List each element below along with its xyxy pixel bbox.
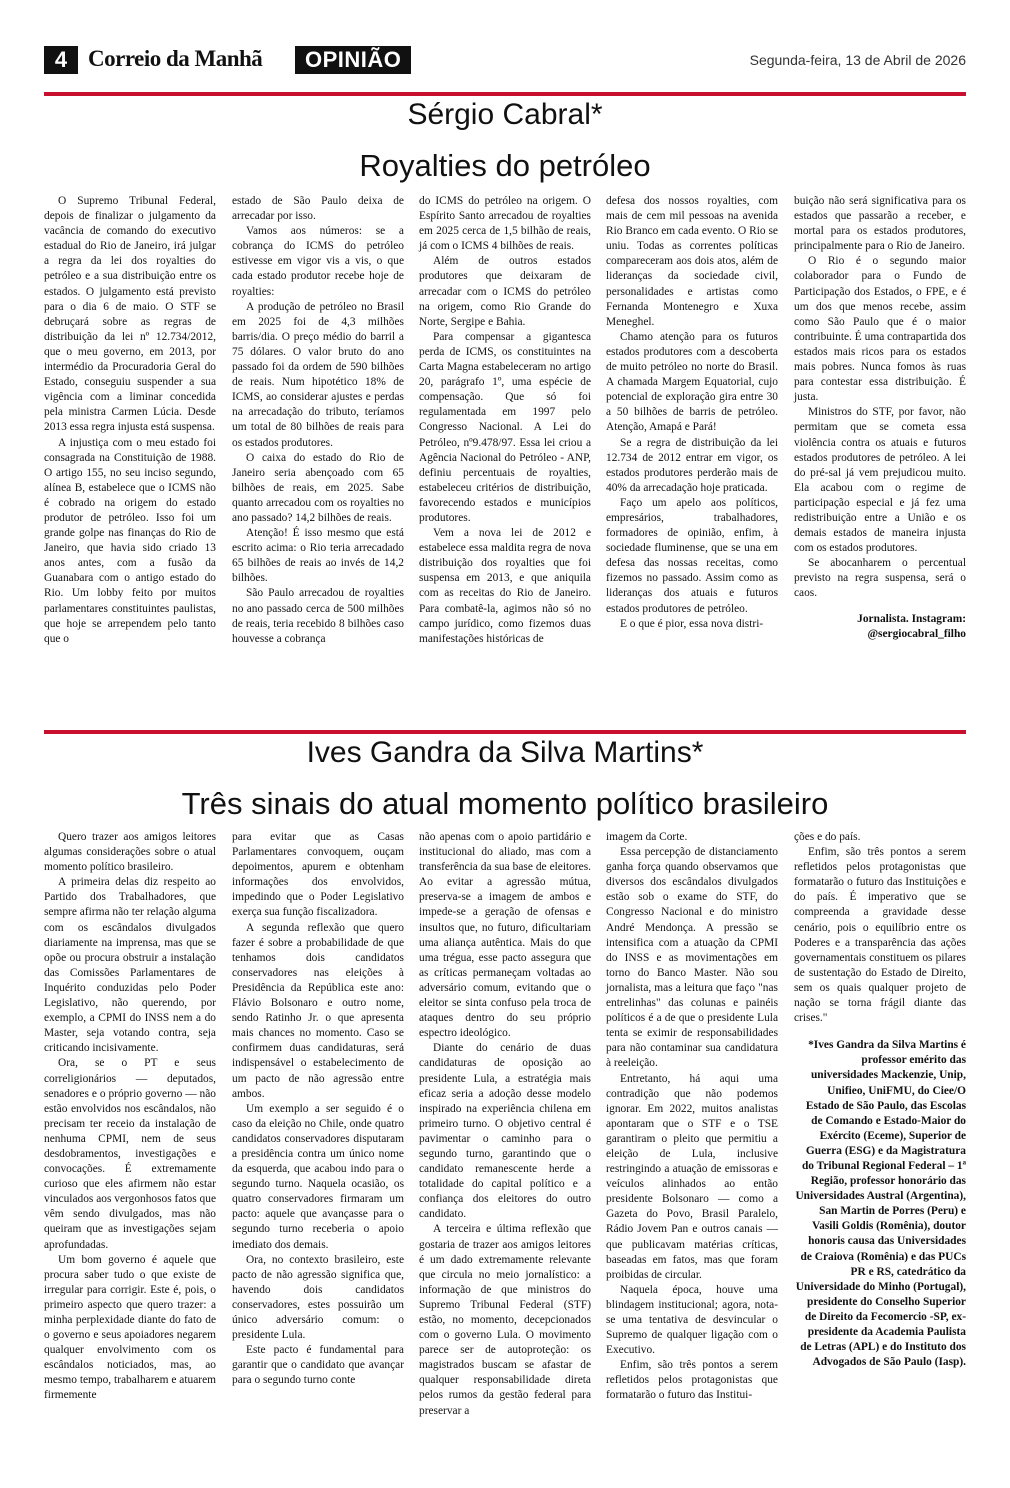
paragraph: estado de São Paulo deixa de arrecadar por isso. (232, 195, 404, 223)
paragraph: imagem da Corte. (606, 831, 688, 843)
paragraph: Enfim, são três pontos a serem refletidos pelos protagonistas que formatarão o futuro das Instituições e do país. É imperativo que se compreenda a gravidade desse cenário, pois o equilíbrio entre os Poderes e a transparência das ações governamentais constituem os pilares de sustentação do Estado de Direito, sem os quais qualquer projeto de nação se torna frágil diante das crises." (794, 846, 966, 1025)
paragraph: A injustiça com o meu estado foi consagrada na Constituição de 1988. O artigo 155, no seu inciso segundo, alínea B, estabelece que o ICMS não é cobrado na origem do estado produtor de petróleo. Isso foi um grande golpe nas finanças do Rio de Janeiro, que havia sido criado 13 anos antes, com a fusão da Guanabara com o antigo estado do Rio. Um lobby feito por muitos parlamentares constituintes paulistas, que hoje se arrependem pelo tanto que o (44, 436, 216, 645)
paragraph: Enfim, são três pontos a serem refletidos pelos protagonistas que formatarão o futuro das Institui- (606, 1359, 778, 1402)
paragraph: Para compensar a gigantesca perda de ICMS, os constituintes na Carta Magna estabeleceram no artigo 20, parágrafo 1º, uma espécie de compensação. Que só foi regulamentada em 1997 pelo Congresso Nacional. A Lei do Petróleo, nº9.478/97. Essa lei criou a Agência Nacional do Petróleo - ANP, definiu percentuais de royalties, estabeleceu critérios de distribuição, favorecendo estados e municípios produtores. (419, 330, 591, 524)
paragraph: Se a regra de distribuição da lei 12.734 de 2012 entrar em vigor, os estados produtores perderão mais de 40% da arrecadação hoje praticada. (606, 436, 778, 494)
instagram-handle: @sergiocabral_filho (867, 627, 966, 640)
newspaper-masthead: Correio da Manhã (88, 46, 263, 71)
paragraph: não apenas com o apoio partidário e institucional do aliado, mas com a transferência da sua base de eleitores. Ao evitar a agressão mútua, preserva-se a imagem de ambos e impede-se a geração de ofensas e insultos que, no futuro, dificultariam uma aliança autêntica. Mais do que uma trégua, esse pacto assegura que as críticas permaneçam voltadas ao adversário comum, evitando que o eleitor se sinta confuso pela troca de ataques dentro do seu próprio espectro ideológico. (419, 831, 591, 1040)
paragraph: Vamos aos números: se a cobrança do ICMS do petróleo estivesse em vigor vis a vis, o que cada estado produtor recebe hoje de royalties: (232, 225, 404, 298)
paragraph: Ministros do STF, por favor, não permitam que se cometa essa violência contra os atuais e futuros estados produtores de petróleo. A lei do pré-sal já vem prejudicou muito. Ela acabou com o regime de participação especial e já fez uma redistribuição entre a União e os demais estados de maneira injusta com os estados produtores. (794, 406, 966, 555)
article1-top-rule (44, 92, 966, 96)
article2-title: Três sinais do atual momento político brasileiro (181, 786, 829, 821)
paragraph: Este pacto é fundamental para garantir que o candidato que avançar para o segundo turno conte (232, 1344, 404, 1387)
article2-column-3 (419, 830, 591, 1419)
paragraph: Quero trazer aos amigos leitores algumas considerações sobre o atual momento político brasileiro. (44, 831, 216, 874)
paragraph: Chamo atenção para os futuros estados produtores com a descoberta de muito petróleo no norte do Brasil. A chamada Margem Equatorial, cujo potencial de exploração gira entre 30 a 50 bilhões de barris de petróleo. Atenção, Amapá e Pará! (606, 330, 778, 434)
signature-line: Jornalista. Instagram: (857, 612, 966, 625)
page-number: 4 (44, 46, 78, 74)
page-header (44, 44, 966, 74)
author-bio: *Ives Gandra da Silva Martins é professor emérito das universidades Mackenzie, Unip, Unifieo, UniFMU, do Ciee/O Estado de São Paulo, das Escolas de Comando e Estado-Maior do Exército (Eceme), Superior de Guerra (ESG) e da Magistratura do Tribunal Regional Federal – 1ª Região, professor honorário das Universidades Austral (Argentina), San Martin de Porres (Peru) e Vasili Goldis (Romênia), doutor honoris causa das Universidades de Craiova (Romênia) e das PUCs PR e RS, catedrático da Universidade do Minho (Portugal), presidente do Conselho Superior de Direito da Fecomercio -SP, ex-presidente da Academia Paulista de Letras (APL) e do Instituto dos Advogados de São Paulo (Iasp). (795, 1039, 966, 1369)
article2-top-rule (44, 730, 966, 734)
paragraph: A primeira delas diz respeito ao Partido dos Trabalhadores, que sempre afirma não ter relação alguma com os escândalos divulgados diariamente na imprensa, mas que se opõe ou procura obstruir a instalação das Comissões Parlamentares de Inquérito conduzidas pelo Poder Legislativo, não querendo, por exemplo, a CPMI do INSS nem a do Master, seja votando contra, seja criticando incisivamente. (44, 876, 216, 1055)
article1-column-2 (232, 194, 404, 647)
article2-column-5 (794, 830, 966, 1370)
paragraph: A segunda reflexão que quero fazer é sobre a probabilidade de que tenhamos dois candidatos conservadores nas eleições à Presidência da República este ano: Flávio Bolsonaro e outro nome, sendo Ratinho Jr. o que apresenta mais chances no momento. Caso se confirmem duas candidaturas, será indispensável o estabelecimento de um pacto de não agressão entre ambos. (232, 921, 404, 1100)
paragraph: Além de outros estados produtores que deixaram de arrecadar com o ICMS do petróleo na origem, como Rio Grande do Norte, Sergipe e Bahia. (419, 255, 591, 328)
issue-date: Segunda-feira, 13 de Abril de 2026 (749, 52, 966, 68)
paragraph: O Rio é o segundo maior colaborador para o Fundo de Participação dos Estados, o FPE, e é um dos que menos recebe, assim como São Paulo que é o maior contribuinte. É uma contrapartida dos estados mais ricos para os estados mais pobres. Nunca fomos às ruas para contestar essa distribuição. É justa. (794, 255, 966, 404)
paragraph: O caixa do estado do Rio de Janeiro seria abençoado com 65 bilhões de reais, em 2025. Sabe quanto arrecadou com os royalties no ano passado? 14,2 bilhões de reais. (232, 451, 404, 524)
article1-column-1 (44, 194, 216, 647)
article2-column-4 (606, 830, 778, 1404)
paragraph: defesa dos nossos royalties, com mais de cem mil pessoas na avenida Rio Branco em cada evento. O Rio se uniu. Todas as correntes políticas compareceram aos dois atos, além de lideranças da sociedade civil, personalidades e artistas como Fernanda Montenegro e Xuxa Meneghel. (606, 195, 778, 328)
article1-column-5 (794, 194, 966, 642)
paragraph: A produção de petróleo no Brasil em 2025 foi de 4,3 milhões barris/dia. O preço médio do barril a 75 dólares. O valor bruto do ano passado foi da ordem de 590 bilhões de reais. Num hipotético 18% de ICMS, ao considerar ajustes e perdas na arrecadação do tributo, teríamos um total de 80 bilhões de reais para os estados produtores. (232, 300, 404, 449)
paragraph: Se abocanharem o percentual previsto na regra suspensa, será o caos. (794, 557, 966, 600)
paragraph: Ora, se o PT e seus correligionários — deputados, senadores e o próprio governo — não estão envolvidos nos escândalos, não precisam ter receio da instalação de nenhuma CPMI, nem de seus desdobramentos, investigações e convocações. É extremamente curioso que eles afirmem não estar vinculados aos vergonhosos fatos que vêm sendo divulgados, mas não queiram que as investigações sejam aprofundadas. (44, 1057, 216, 1251)
article1-title: Royalties do petróleo (359, 148, 651, 183)
section-label: OPINIÃO (295, 46, 411, 74)
paragraph: Um exemplo a ser seguido é o caso da eleição no Chile, onde quatro candidatos conservadores disputaram a presidência contra um único nome da esquerda, que acabou indo para o segundo turno. Naquela ocasião, os quatro conservadores firmaram um pacto: aquele que avançasse para o segundo turno receberia o apoio imediato dos demais. (232, 1102, 404, 1251)
paragraph: A terceira e última reflexão que gostaria de trazer aos amigos leitores é um dado extremamente relevante que circula no meio jornalístico: a informação de que ministros do Supremo Tribunal Federal (STF) estão, no momento, decepcionados com o governo Lula. O movimento parece ser de autoproteção: os magistrados buscam se afastar de qualquer responsabilidade direta pelos rumos da gestão federal para preservar a (419, 1223, 591, 1417)
paragraph: O Supremo Tribunal Federal, depois de finalizar o julgamento da vacância de comando do executivo estadual do Rio de Janeiro, irá julgar a regra da lei dos royalties do petróleo e a sua distribuição entre os estados. O julgamento está previsto para o dia 6 de maio. O STF se debruçará sobre as regras de distribuição da lei nº 12.734/2012, que o meu governo, em 2013, por intermédio da Procuradoria Geral do Estado, conseguiu suspender a sua vigência com a liminar concedida pela ministra Carmen Lúcia. Desde 2013 essa regra injusta está suspensa. (44, 195, 216, 434)
paragraph: Um bom governo é aquele que procura saber tudo o que existe de irregular para corrigir. Este é, pois, o primeiro aspecto que quero trazer: a minha perplexidade diante do fato de o governo e seus apoiadores negarem qualquer envolvimento com os escândalos noticiados, mas, ao mesmo tempo, trabalharem e atuarem firmemente (44, 1253, 216, 1402)
author-signature (794, 612, 966, 642)
article1-column-3 (419, 194, 591, 647)
paragraph: E o que é pior, essa nova distri- (620, 617, 764, 630)
article1-column-4 (606, 194, 778, 632)
paragraph: ções e do país. (794, 831, 861, 843)
article1-author: Sérgio Cabral* (407, 98, 603, 131)
paragraph: do ICMS do petróleo na origem. O Espírito Santo arrecadou de royalties em 2025 cerca de 1,5 bilhão de reais, já com o ICMS 4 bilhões de reais. (419, 195, 591, 253)
article2-author: Ives Gandra da Silva Martins* (306, 736, 704, 769)
paragraph: Naquela época, houve uma blindagem institucional; agora, nota-se uma tentativa de desvincular o Supremo de qualquer ligação com o Executivo. (606, 1283, 778, 1357)
paragraph: Vem a nova lei de 2012 e estabelece essa maldita regra de nova distribuição dos royalties que foi suspensa em 2013, e que aniquila com as receitas do Rio de Janeiro. Para combatê-la, agimos não só no campo jurídico, como fizemos duas manifestações históricas de (419, 527, 591, 645)
paragraph: Essa percepção de distanciamento ganha força quando observamos que diversos dos escândalos divulgados estão sob o exame do STF, do Congresso Nacional e do ministro André Mendonça. A pressão se intensifica com a atuação da CPMI do INSS e as movimentações em torno do Banco Master. Não sou jornalista, mas a leitura que faço "nas entrelinhas" das colunas e painéis políticos é a de que o presidente Lula tenta se eximir de responsabilidades para não contaminar sua candidatura à reeleição. (606, 846, 778, 1070)
paragraph: Atenção! É isso mesmo que está escrito acima: o Rio teria arrecadado 65 bilhões de reais ao invés de 14,2 bilhões. (232, 527, 404, 585)
paragraph: Diante do cenário de duas candidaturas de oposição ao presidente Lula, a estratégia mais eficaz seria a adoção desse modelo inspirado na experiência chilena em primeiro turno. O objetivo central é pavimentar o caminho para o segundo turno, garantindo que o candidato remanescente herde a totalidade do capital político e a confiança dos eleitores do outro candidato. (419, 1042, 591, 1221)
paragraph: Ora, no contexto brasileiro, este pacto de não agressão significa que, havendo dois candidatos conservadores, estes possuirão um único adversário comum: o presidente Lula. (232, 1253, 404, 1342)
paragraph: buição não será significativa para os estados que passarão a receber, e mortal para os estados produtores, principalmente para o Rio de Janeiro. (794, 195, 966, 253)
article2-column-2 (232, 830, 404, 1388)
paragraph: Entretanto, há aqui uma contradição que não podemos ignorar. Em 2022, muitos analistas apontaram que o STF e o TSE garantiram o pleito que permitiu a eleição de Lula, inclusive restringindo a atuação de emissoras e veículos alinhados ao então presidente Bolsonaro — como a Gazeta do Povo, Brasil Paralelo, Rádio Jovem Pan e outros canais — que publicavam matérias críticas, baseadas em fatos, mas que foram proibidas de circular. (606, 1072, 778, 1281)
paragraph: para evitar que as Casas Parlamentares convoquem, ouçam depoimentos, apurem e obtenham informações dos envolvidos, impedindo que o Poder Legislativo exerça sua função fiscalizadora. (232, 831, 404, 919)
paragraph: Faço um apelo aos políticos, empresários, trabalhadores, formadores de opinião, enfim, à sociedade fluminense, que se una em defesa das nossas receitas, como fizemos no passado. Assim como as lideranças dos atuais e futuros estados produtores de petróleo. (606, 496, 778, 615)
paragraph: São Paulo arrecadou de royalties no ano passado cerca de 500 milhões de reais, teria recebido 8 bilhões caso houvesse a cobrança (232, 587, 404, 645)
article2-column-1 (44, 830, 216, 1404)
